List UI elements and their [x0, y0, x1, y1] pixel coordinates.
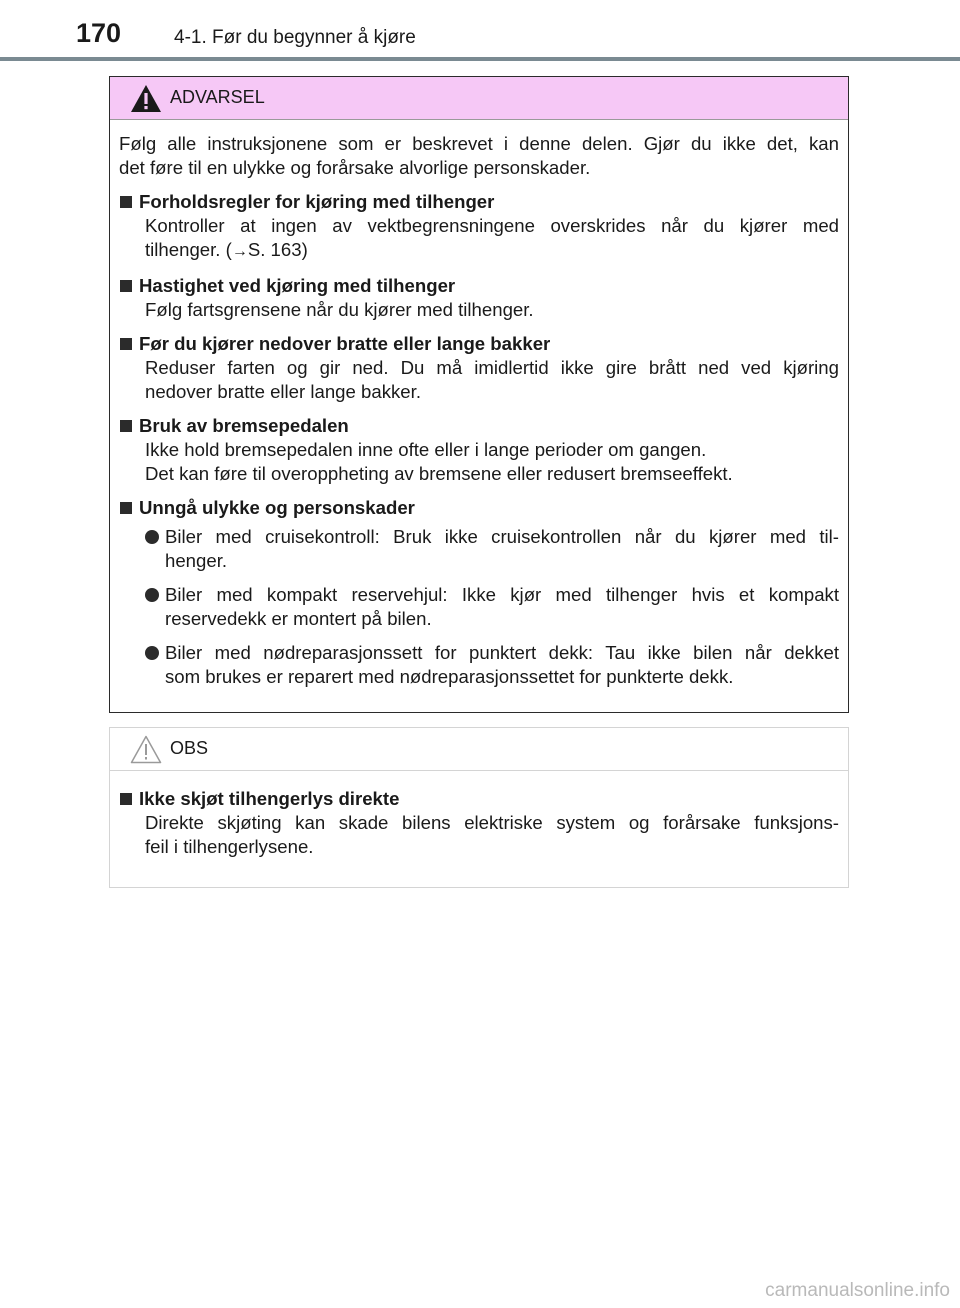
warning-box	[109, 76, 849, 713]
page-reference: S. 163)	[247, 239, 308, 260]
item-title: Forholdsregler for kjøring med tilhenger	[139, 191, 495, 212]
item-title: Hastighet ved kjøring med tilhenger	[139, 275, 456, 296]
item-heading	[119, 496, 839, 520]
round-bullet-icon	[145, 588, 159, 602]
item-text	[145, 298, 839, 322]
intro-line: det føre til en ulykke og forårsake alvorlige personskader.	[119, 157, 591, 178]
sub-bullet	[145, 525, 839, 573]
warning-triangle-icon	[130, 84, 162, 113]
item-line: nedover bratte eller lange bakker.	[145, 381, 421, 402]
item-line-part: tilhenger. (	[145, 239, 232, 260]
item-text	[145, 214, 839, 264]
square-bullet-icon	[120, 420, 132, 432]
section-title: 4-1. Før du begynner å kjøre	[174, 27, 416, 48]
sub-line: som brukes er reparert med nødreparasjonssettet for punkterte dekk.	[165, 666, 734, 687]
item-heading	[119, 332, 839, 356]
notice-box	[109, 727, 849, 888]
item-line: Reduser farten og gir ned. Du må imidlertid ikke gire brått ned ved kjøring	[145, 357, 839, 378]
warning-item	[119, 332, 839, 404]
round-bullet-icon	[145, 646, 159, 660]
header-divider	[0, 57, 960, 61]
item-title: Ikke skjøt tilhengerlys direkte	[139, 788, 400, 809]
warning-item	[119, 414, 839, 486]
notice-label: OBS	[170, 738, 209, 758]
arrow-right-icon: →	[231, 243, 248, 260]
page-number: 170	[76, 18, 122, 48]
square-bullet-icon	[120, 280, 132, 292]
item-heading	[119, 787, 839, 811]
warning-item	[119, 496, 839, 689]
round-bullet-icon	[145, 530, 159, 544]
item-heading	[119, 274, 839, 298]
item-title: Unngå ulykke og personskader	[139, 497, 415, 518]
sub-line: Biler med cruisekontroll: Bruk ikke cruisekontrollen når du kjører med til-	[165, 526, 839, 547]
item-line: Ikke hold bremsepedalen inne ofte eller i lange perioder om gangen.	[145, 439, 707, 460]
sub-bullet-text	[165, 641, 839, 689]
notice-header	[110, 728, 848, 771]
item-line: Det kan føre til overoppheting av bremsene eller redusert bremseeffekt.	[145, 463, 733, 484]
square-bullet-icon	[120, 196, 132, 208]
item-title: Bruk av bremsepedalen	[139, 415, 349, 436]
item-line: Kontroller at ingen av vektbegrensningene overskrides når du kjører med	[145, 215, 839, 236]
item-line: Direkte skjøting kan skade bilens elektriske system og forårsake funksjons-	[145, 812, 839, 833]
warning-intro	[119, 132, 839, 180]
warning-item	[119, 274, 839, 322]
warning-header	[110, 77, 848, 120]
caution-triangle-outline-icon	[130, 735, 162, 764]
warning-body	[110, 120, 848, 689]
sub-bullet	[145, 583, 839, 631]
sub-bullet-text	[165, 525, 839, 573]
item-heading	[119, 414, 839, 438]
sub-line: reservedekk er montert på bilen.	[165, 608, 432, 629]
page-header	[0, 0, 960, 62]
sub-line: Biler med nødreparasjonssett for punktert dekk: Tau ikke bilen når dekket	[165, 642, 839, 663]
item-heading	[119, 190, 839, 214]
watermark: carmanualsonline.info	[765, 1280, 950, 1301]
sub-line: Biler med kompakt reservehjul: Ikke kjør med tilhenger hvis et kompakt	[165, 584, 839, 605]
item-text	[145, 438, 839, 486]
item-text	[145, 811, 839, 859]
sub-line: henger.	[165, 550, 228, 571]
square-bullet-icon	[120, 793, 132, 805]
sub-bullet	[145, 641, 839, 689]
square-bullet-icon	[120, 502, 132, 514]
item-title: Før du kjører nedover bratte eller lange bakker	[139, 333, 551, 354]
notice-item	[119, 787, 839, 859]
sub-bullet-text	[165, 583, 839, 631]
notice-body	[110, 771, 848, 859]
intro-line: Følg alle instruksjonene som er beskrevet i denne delen. Gjør du ikke det, kan	[119, 133, 839, 154]
item-line	[145, 238, 839, 264]
item-line: Følg fartsgrensene når du kjører med tilhenger.	[145, 299, 534, 320]
square-bullet-icon	[120, 338, 132, 350]
item-text	[145, 356, 839, 404]
warning-item	[119, 190, 839, 264]
warning-label: ADVARSEL	[170, 87, 265, 107]
item-line: feil i tilhengerlysene.	[145, 836, 314, 857]
